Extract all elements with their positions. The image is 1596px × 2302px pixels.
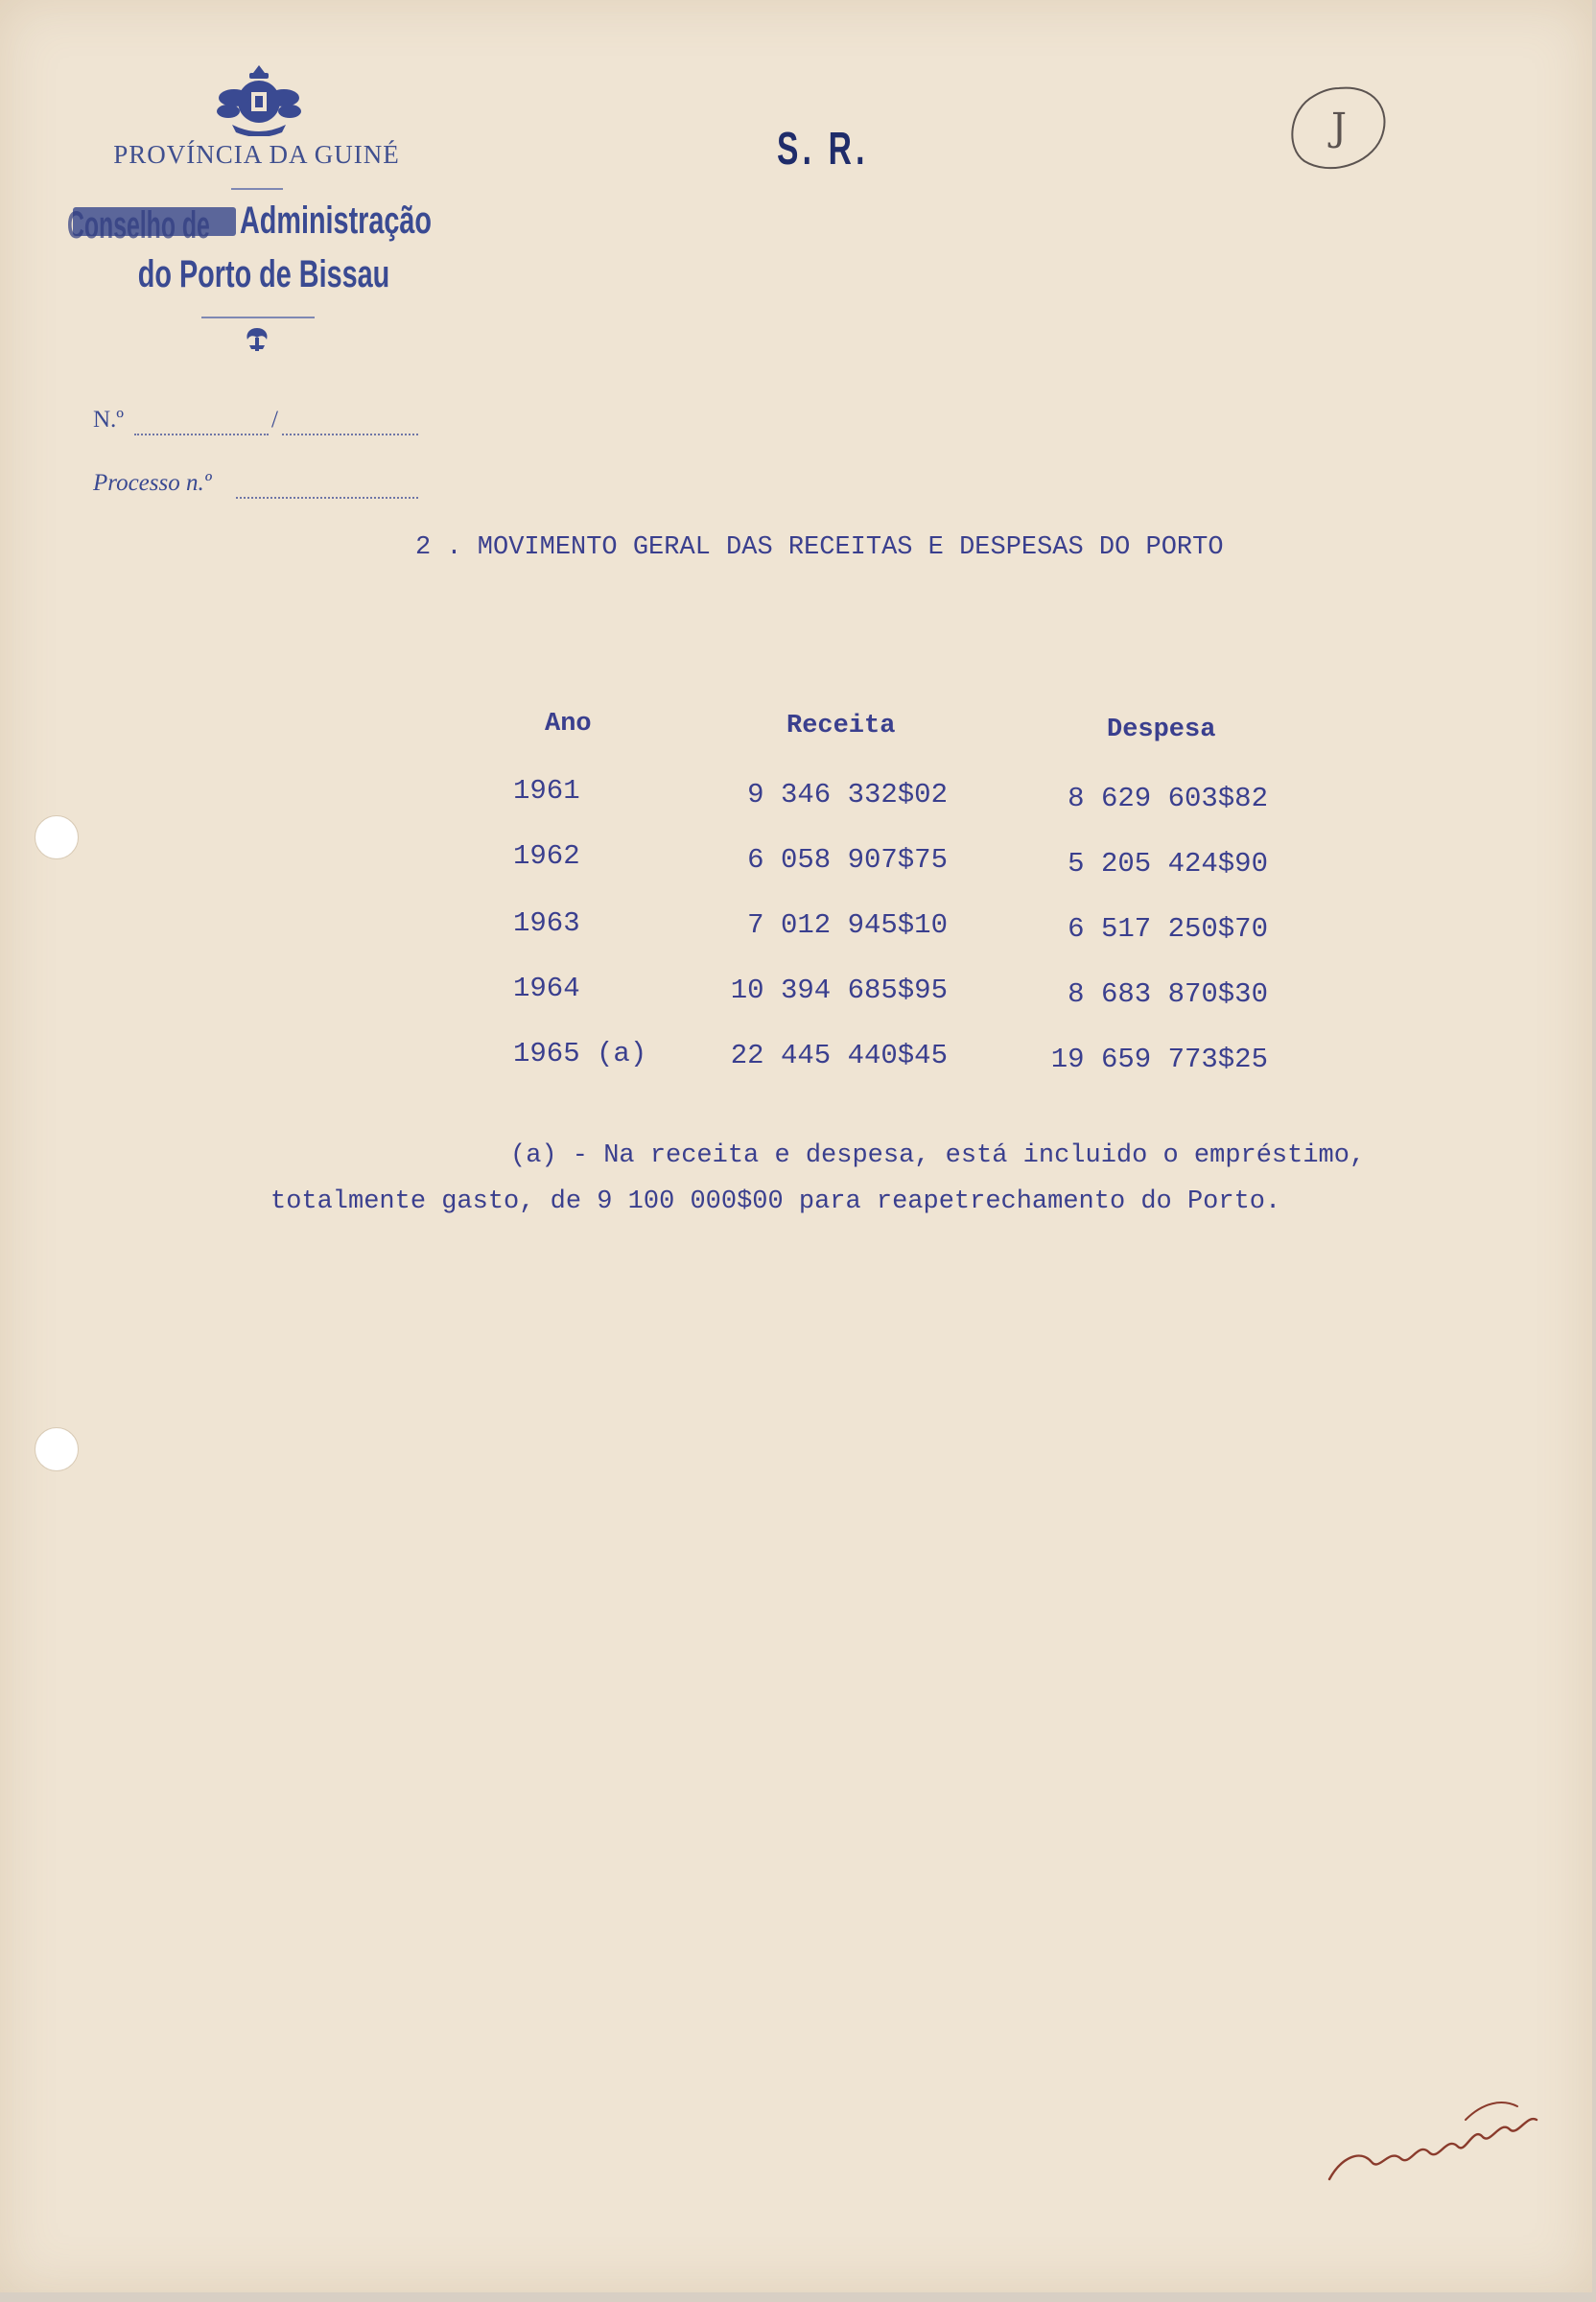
classification-mark: S. R. <box>777 124 869 175</box>
province-name: PROVÍNCIA DA GUINÉ <box>113 140 400 169</box>
organization-line-1: Administração <box>239 200 433 242</box>
cell-expense: 6 517 250$70 <box>1068 913 1268 945</box>
cell-year: 1963 <box>513 907 580 939</box>
cell-year: 1962 <box>513 840 580 872</box>
handwritten-letter: J <box>1330 106 1348 150</box>
document-heading: 2 . MOVIMENTO GERAL DAS RECEITAS E DESPESAS DO PORTO <box>415 533 1224 562</box>
cell-revenue: 7 012 945$10 <box>747 909 948 941</box>
footnote-line-2: totalmente gasto, de 9 100 000$00 para reapetrechamento do Porto. <box>270 1187 1281 1216</box>
number-field <box>134 434 269 435</box>
signature <box>1322 2091 1552 2196</box>
cell-year: 1964 <box>513 973 580 1004</box>
cell-revenue: 22 445 440$45 <box>730 1040 948 1071</box>
cell-expense: 5 205 424$90 <box>1068 848 1268 880</box>
cell-expense: 19 659 773$25 <box>1050 1044 1268 1075</box>
struck-out-label: Conselho de <box>67 204 210 247</box>
cell-revenue: 10 394 685$95 <box>730 975 948 1006</box>
cell-expense: 8 629 603$82 <box>1068 783 1268 814</box>
organization-line-2: do Porto de Bissau <box>137 253 390 295</box>
process-field <box>236 497 418 499</box>
cell-expense: 8 683 870$30 <box>1068 978 1268 1010</box>
column-header-year: Ano <box>545 710 592 739</box>
column-header-expense: Despesa <box>1107 716 1216 744</box>
number-label: N.º <box>93 407 125 433</box>
coat-of-arms-icon <box>213 63 305 136</box>
cell-revenue: 9 346 332$02 <box>747 779 948 810</box>
punch-hole-bottom <box>35 1427 79 1471</box>
column-header-revenue: Receita <box>786 712 896 740</box>
number-separator: / <box>271 407 278 433</box>
footnote-line-1: (a) - Na receita e despesa, está incluido o empréstimo, <box>510 1141 1366 1170</box>
cell-year: 1965 (a) <box>513 1038 647 1069</box>
process-label: Processo n.º <box>93 470 212 496</box>
ornament-icon <box>240 324 274 357</box>
handwritten-circled-letter <box>1281 77 1396 182</box>
cell-revenue: 6 058 907$75 <box>747 844 948 876</box>
number-year-field <box>282 434 418 435</box>
header-divider-long <box>201 317 315 318</box>
punch-hole-top <box>35 815 79 859</box>
header-divider-short <box>231 188 283 190</box>
cell-year: 1961 <box>513 775 580 807</box>
